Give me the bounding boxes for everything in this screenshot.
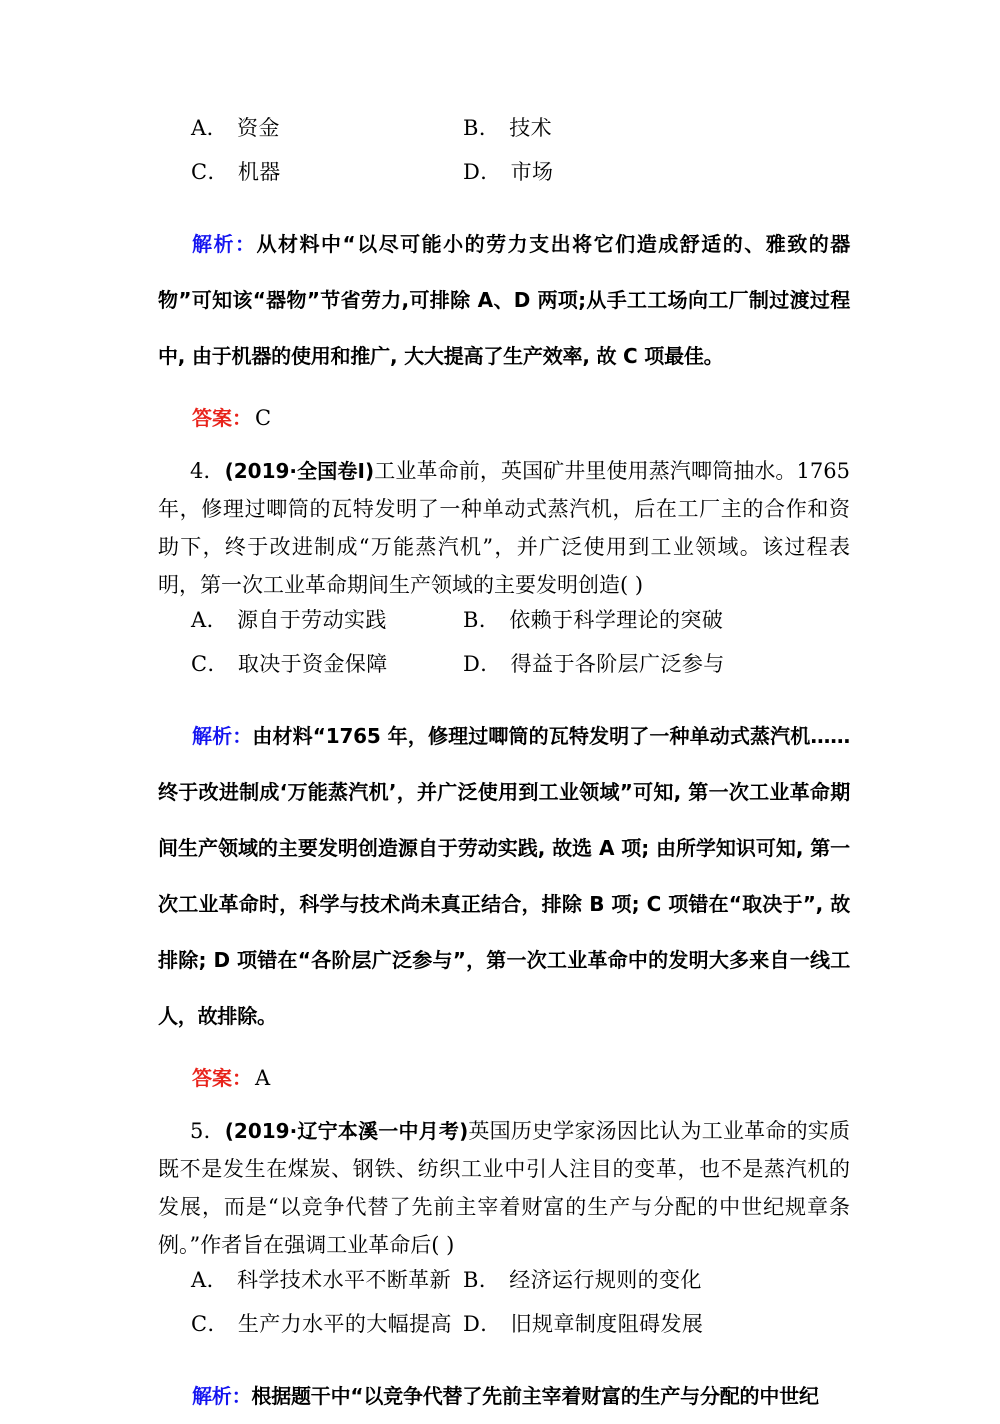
option-row	[158, 112, 850, 156]
option-c[interactable]	[158, 1308, 463, 1338]
option-text: 科学技术水平不断革新	[236, 1268, 451, 1292]
option-letter: C．	[191, 652, 229, 676]
option-text: 机器	[237, 160, 281, 184]
option-text: 依赖于科学理论的突破	[509, 608, 724, 632]
option-letter: A．	[191, 1268, 228, 1292]
option-a[interactable]	[158, 604, 463, 634]
option-d[interactable]	[463, 1308, 703, 1338]
option-letter: D．	[463, 652, 502, 676]
analysis-label: 解析：	[192, 724, 253, 748]
question-4-analysis	[158, 708, 850, 1044]
analysis-label: 解析：	[192, 1384, 252, 1408]
question-5-stem	[158, 1112, 850, 1264]
question-number: 5．	[190, 1119, 225, 1143]
answer-value: C	[255, 406, 272, 430]
answer-label: 答案：	[192, 1066, 252, 1090]
analysis-text: 由材料“1765 年，修理过唧筒的瓦特发明了一种单动式蒸汽机……终于改进制成‘万能蒸汽机’，并广泛使用到工业领域”可知, 第一次工业革命期间生产领域的主要发明创造源自于劳动实践, 故选 A 项; 由所学知识可知, 第一次工业革命时，科学与技术尚未真正结合，排除 B 项; C 项错在“取决于”, 故排除; D 项错在“各阶层广泛参与”，第一次工业革命中的发明大多来自一线工人，故排除。	[158, 724, 850, 1028]
option-row	[158, 1308, 850, 1352]
option-letter: D．	[463, 1312, 502, 1336]
answer-label: 答案：	[192, 406, 252, 430]
option-row	[158, 648, 850, 692]
option-text: 旧规章制度阻碍发展	[510, 1312, 704, 1336]
spacer	[158, 200, 850, 216]
option-a[interactable]	[158, 1264, 463, 1294]
question-3-answer	[158, 394, 850, 442]
option-text: 经济运行规则的变化	[509, 1268, 702, 1292]
option-letter: C．	[191, 160, 229, 184]
analysis-label: 解析：	[192, 232, 257, 256]
option-row	[158, 1264, 850, 1308]
spacer	[158, 1044, 850, 1054]
spacer	[158, 442, 850, 452]
option-letter: D．	[463, 160, 502, 184]
option-c[interactable]	[158, 156, 463, 186]
option-text: 源自于劳动实践	[236, 608, 387, 632]
option-b[interactable]	[463, 112, 552, 142]
option-c[interactable]	[158, 648, 463, 678]
option-text: 生产力水平的大幅提高	[237, 1312, 452, 1336]
option-a[interactable]	[158, 112, 463, 142]
option-d[interactable]	[463, 156, 553, 186]
option-row	[158, 604, 850, 648]
option-text: 资金	[236, 116, 280, 140]
option-text: 技术	[509, 116, 553, 140]
option-letter: A．	[191, 116, 228, 140]
question-text: 英国历史学家汤因比认为工业革命的实质既不是发生在煤炭、钢铁、纺织工业中引人注目的变革，也不是蒸汽机的发展，而是“以竞争代替了先前主宰着财富的生产与分配的中世纪规章条例。”作者旨在强调工业革命后( )	[158, 1119, 850, 1257]
option-letter: A．	[191, 608, 228, 632]
option-b[interactable]	[463, 604, 723, 634]
question-4-stem	[158, 452, 850, 604]
option-letter: B．	[463, 116, 501, 140]
option-text: 市场	[510, 160, 554, 184]
question-text: 工业革命前，英国矿井里使用蒸汽唧筒抽水。1765 年，修理过唧筒的瓦特发明了一种单动式蒸汽机，后在工厂主的合作和资助下，终于改进制成“万能蒸汽机”，并广泛使用到工业领域。该过程表明，第一次工业革命期间生产领域的主要发明创造( )	[158, 459, 850, 597]
question-number: 4．	[190, 459, 225, 483]
spacer	[158, 1352, 850, 1368]
option-letter: C．	[191, 1312, 229, 1336]
question-source: (2019·全国卷Ⅰ)	[224, 459, 375, 483]
spacer	[158, 384, 850, 394]
option-letter: B．	[463, 608, 501, 632]
question-source: (2019·辽宁本溪一中月考)	[224, 1119, 469, 1143]
option-text: 得益于各阶层广泛参与	[510, 652, 725, 676]
spacer	[158, 692, 850, 708]
option-text: 取决于资金保障	[237, 652, 388, 676]
option-b[interactable]	[463, 1264, 702, 1294]
question-5-options	[158, 1264, 850, 1352]
answer-value: A	[255, 1066, 271, 1090]
analysis-text: 从材料中“以尽可能小的劳力支出将它们造成舒适的、雅致的器物”可知该“器物”节省劳力,可排除 A、D 两项;从手工工场向工厂制过渡过程中, 由于机器的使用和推广, 大大提高了生产效率, 故 C 项最佳。	[158, 232, 851, 368]
question-5-analysis	[158, 1368, 850, 1424]
question-4-answer	[158, 1054, 850, 1102]
option-row	[158, 156, 850, 200]
question-3-analysis	[158, 216, 850, 384]
question-4-options	[158, 604, 850, 692]
spacer	[158, 1102, 850, 1112]
analysis-text: 根据题干中“以竞争代替了先前主宰着财富的生产与分配的中世纪	[251, 1384, 819, 1408]
option-d[interactable]	[463, 648, 725, 678]
option-letter: B．	[463, 1268, 501, 1292]
question-3-options	[158, 112, 850, 200]
